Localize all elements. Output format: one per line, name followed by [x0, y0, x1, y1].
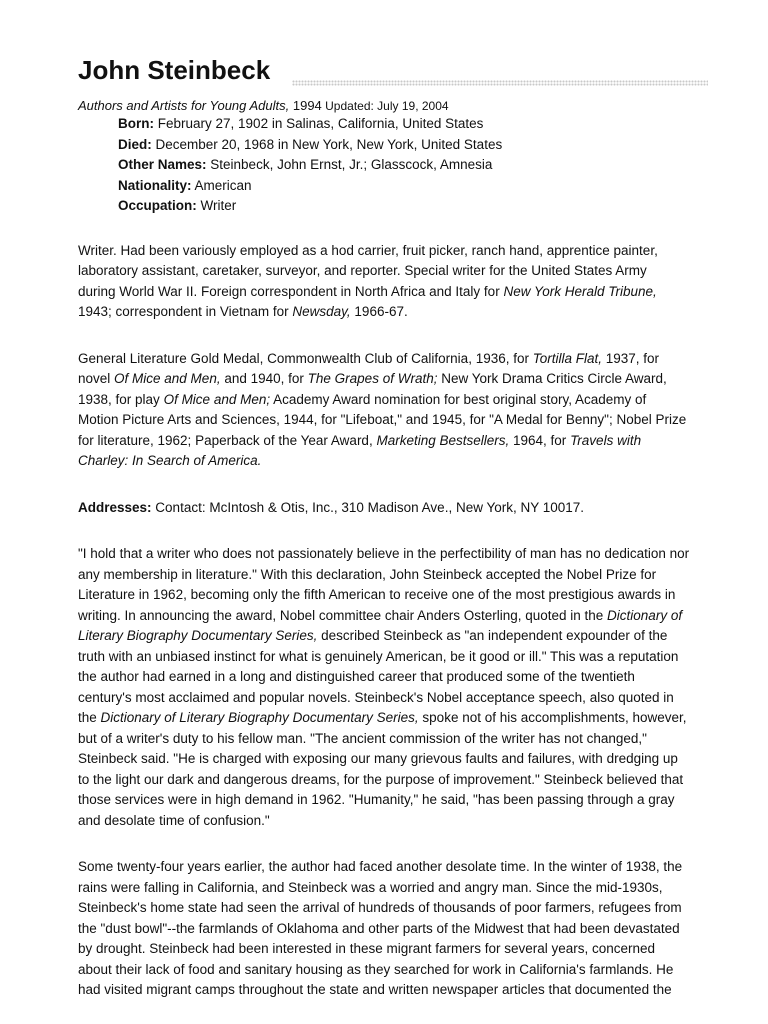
text-run: 1966-67.: [350, 304, 408, 319]
other-names-value: Steinbeck, John Ernst, Jr.; Glasscock, Amnesia: [206, 157, 493, 172]
text-run: and desolate time of confusion.": [78, 812, 270, 828]
text-line: [78, 790, 728, 811]
text-line: [78, 431, 728, 452]
text-run: 1943; correspondent in Vietnam for: [78, 304, 293, 319]
source-publication: Authors and Artists for Young Adults,: [78, 98, 290, 113]
text-run: truth with an unbiased instinct for what is genuinely American, be it good or ill." This was a reputation: [78, 648, 679, 664]
nobel-paragraph: [78, 544, 728, 831]
addresses-paragraph: [78, 498, 728, 519]
text-line: [78, 544, 728, 565]
text-run: any membership in literature." With this declaration, John Steinbeck accepted the Nobel Prize for: [78, 566, 657, 582]
text-run: the "dust bowl"--the farmlands of Oklahoma and other parts of the Midwest that had been devastated: [78, 920, 680, 936]
other-names-label: Other Names:: [118, 157, 207, 172]
text-line: [78, 811, 728, 832]
text-run: but of a writer's duty to his fellow man. "The ancient commission of the writer has not changed,": [78, 730, 647, 746]
text-run: Writer. Had been variously employed as a hod carrier, fruit picker, ranch hand, apprentice painter,: [78, 242, 658, 258]
text-line: [78, 565, 728, 586]
text-run: New York Drama Critics Circle Award,: [437, 371, 667, 386]
text-run: 1937, for: [602, 350, 660, 366]
italic-title: Dictionary of Literary Biography Documentary Series,: [100, 710, 419, 725]
text-line: [78, 282, 728, 303]
text-run: 1964, for: [509, 432, 571, 448]
italic-title: Marketing Bestsellers,: [376, 432, 510, 448]
born-label: Born:: [118, 116, 154, 131]
text-line: [78, 349, 728, 370]
text-run: for literature, 1962; Paperback of the Year Award,: [78, 432, 377, 448]
text-run: rains were falling in California, and Steinbeck was a worried and angry man. Since the mid-1930s,: [78, 879, 663, 895]
text-line: [78, 857, 728, 878]
nationality-row: [118, 176, 728, 197]
italic-title: New York Herald Tribune,: [503, 283, 657, 299]
text-run: described Steinbeck as "an independent expounder of the: [317, 628, 668, 643]
text-run: Academy Award nomination for best original story, Academy of: [270, 391, 647, 407]
text-line: [78, 647, 728, 668]
text-run: laboratory assistant, caretaker, surveyor, and reporter. Special writer for the United States Army: [78, 263, 647, 278]
text-line: [78, 688, 728, 709]
italic-title: Newsday,: [292, 304, 351, 319]
text-line: [78, 451, 728, 472]
text-line: [78, 667, 728, 688]
text-line: [78, 302, 728, 323]
text-run: novel: [78, 371, 115, 386]
nationality-value: American: [191, 177, 252, 193]
text-run: during World War II. Foreign correspondent in North Africa and Italy for: [78, 283, 504, 299]
text-run: writing. In announcing the award, Nobel committee chair Anders Osterling, quoted in the: [78, 607, 608, 623]
text-line: [78, 919, 728, 940]
text-run: the: [78, 710, 101, 725]
occupation-value: Writer: [196, 198, 237, 213]
migrant-paragraph: [78, 857, 728, 1001]
text-run: Some twenty-four years earlier, the author had faced another desolate time. In the winter of 1938, the: [78, 859, 683, 874]
document-page: [78, 54, 728, 1001]
text-line: [78, 626, 728, 647]
text-run: the author had earned in a long and distinguished career that produced some of the twentieth: [78, 669, 635, 684]
text-run: "I hold that a writer who does not passionately believe in the perfectibility of man has no dedication nor: [78, 546, 690, 561]
biographical-info: [118, 114, 728, 217]
career-paragraph: [78, 241, 728, 323]
text-line: [78, 980, 728, 1001]
italic-title: Charley: In Search of America.: [78, 453, 262, 468]
italic-title: Tortilla Flat,: [532, 350, 603, 366]
text-run: by drought. Steinbeck had been interested in these migrant farmers for several years, concerned: [78, 941, 656, 956]
text-line: [78, 369, 728, 390]
page-title: John Steinbeck: [78, 55, 271, 85]
text-run: and 1940, for: [220, 371, 308, 386]
italic-title: Of Mice and Men;: [163, 391, 271, 407]
text-line: [78, 241, 728, 262]
born-row: [118, 114, 728, 135]
text-line: [78, 878, 728, 899]
text-run: those services were in high demand in 1962. "Humanity," he said, "has been passing through a gray: [78, 792, 675, 807]
awards-paragraph: [78, 349, 728, 472]
title-block: [78, 54, 728, 86]
other-names-row: [118, 155, 728, 176]
italic-title: Dictionary of: [607, 607, 683, 623]
title-dotted-rule: [292, 80, 708, 86]
source-year: 1994: [289, 98, 322, 113]
source-updated: Updated: July 19, 2004: [321, 99, 449, 113]
italic-title: Travels with: [570, 432, 642, 448]
text-line: [78, 390, 728, 411]
source-line: [78, 98, 728, 114]
text-run: 1938, for play: [78, 391, 164, 407]
text-line: [78, 770, 728, 791]
addresses-value: Contact: McIntosh & Otis, Inc., 310 Madison Ave., New York, NY 10017.: [151, 499, 585, 515]
text-run: Motion Picture Arts and Sciences, 1944, for "Lifeboat," and 1945, for "A Medal for Benny"; Nobel Prize: [78, 412, 687, 427]
occupation-label: Occupation:: [118, 198, 197, 213]
text-line: [78, 708, 728, 729]
died-value: December 20, 1968 in New York, New York, United States: [151, 136, 503, 152]
text-run: century's most acclaimed and popular novels. Steinbeck's Nobel acceptance speech, also quoted in: [78, 689, 674, 705]
born-value: February 27, 1902 in Salinas, California, United States: [154, 116, 484, 131]
text-run: Steinbeck's home state had seen the arrival of hundreds of thousands of poor farmers, refugees from: [78, 900, 682, 915]
died-label: Died:: [118, 136, 152, 152]
italic-title: Of Mice and Men,: [114, 371, 221, 386]
text-line: [78, 729, 728, 750]
text-run: Literature in 1962, becoming only the fifth American to receive one of the most prestigious awards in: [78, 587, 676, 602]
occupation-row: [118, 196, 728, 217]
text-run: had visited migrant camps throughout the state and written newspaper articles that documented the: [78, 982, 672, 997]
text-run: to the light our dark and dangerous dreams, for the purpose of improvement." Steinbeck believed that: [78, 771, 684, 787]
text-line: [78, 410, 728, 431]
text-line: [78, 939, 728, 960]
text-line: [78, 960, 728, 981]
text-line: [78, 749, 728, 770]
died-row: [118, 135, 728, 156]
italic-title: Literary Biography Documentary Series,: [78, 628, 318, 643]
nationality-label: Nationality:: [118, 177, 192, 193]
addresses-label: Addresses:: [78, 499, 152, 515]
text-run: spoke not of his accomplishments, however,: [418, 710, 687, 725]
text-run: General Literature Gold Medal, Commonwealth Club of California, 1936, for: [78, 350, 533, 366]
text-line: [78, 898, 728, 919]
text-run: about their lack of food and sanitary housing as they searched for work in California's farmlands. He: [78, 961, 674, 977]
text-line: [78, 606, 728, 627]
text-run: Steinbeck said. "He is charged with exposing our many grievous faults and failures, with dredging up: [78, 751, 678, 766]
text-line: [78, 261, 728, 282]
text-line: [78, 585, 728, 606]
italic-title: The Grapes of Wrath;: [307, 371, 438, 386]
